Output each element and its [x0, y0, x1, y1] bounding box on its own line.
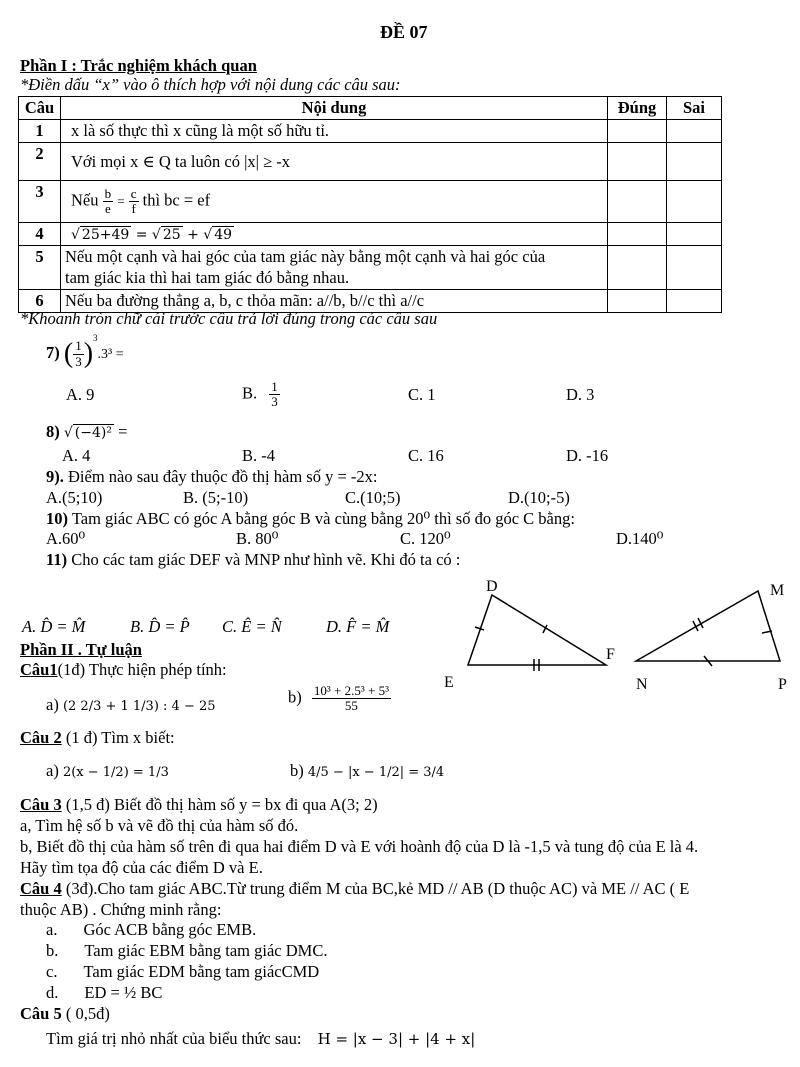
true-cell[interactable]: [608, 290, 667, 313]
label-e: E: [444, 674, 454, 691]
true-false-table: [18, 96, 722, 313]
q11-option-c[interactable]: C. Ê = N̂: [222, 617, 282, 636]
cau2-a: a) 2(x − 1/2) = 1/3: [46, 761, 169, 780]
question-10: 10) Tam giác ABC có góc A bằng góc B và cùng bằng 20⁰ thì số đo góc C bằng:: [46, 509, 575, 528]
false-cell[interactable]: [667, 223, 722, 246]
false-cell[interactable]: [667, 181, 722, 223]
cau-3: Câu 3 (1,5 đ) Biết đồ thị hàm số y = bx đi qua A(3; 2): [20, 795, 378, 814]
q7-option-d[interactable]: D. 3: [566, 385, 595, 404]
cau-1: Câu1(1đ) Thực hiện phép tính:: [20, 660, 227, 679]
part2-heading: Phần II . Tự luận: [20, 640, 142, 659]
then-text: thì bc = ef: [142, 190, 211, 210]
question-11: 11) Cho các tam giác DEF và MNP như hình vẽ. Khi đó ta có :: [46, 550, 461, 569]
q11-option-d[interactable]: D. F̂ = M̂: [326, 617, 390, 636]
cau-2: Câu 2 (1 đ) Tìm x biết:: [20, 728, 175, 747]
cau1-b: b) $\frac{\text{10³ + 2.5³ + 5³}}{55}$: [288, 683, 389, 714]
label-m: M: [770, 582, 785, 599]
fraction-c-f: $\frac{c}{f}$: [130, 185, 137, 216]
header-true: Đúng: [608, 97, 667, 120]
cau4-item-d: d. ED = ½ BC: [46, 983, 163, 1002]
table-row: [19, 181, 722, 223]
header-no: Câu: [19, 97, 61, 120]
part1-instruction: *Điền dấu “x” vào ô thích hợp với nội dung các câu sau:: [20, 75, 401, 94]
table-row: [19, 143, 722, 181]
q7-option-a[interactable]: A. 9: [66, 385, 95, 404]
q8-option-c[interactable]: C. 16: [408, 446, 444, 465]
row-no: 1: [19, 120, 61, 143]
q10-option-d[interactable]: D.140⁰: [616, 529, 664, 548]
row-no: 2: [19, 143, 61, 181]
row-text: Với mọi x ∈ Q ta luôn có |x| ≥ -x: [61, 143, 608, 181]
cau4-line2: thuộc AB) . Chứng minh rằng:: [20, 900, 222, 919]
row-no: 6: [19, 290, 61, 313]
if-text: Nếu: [71, 190, 99, 210]
q9-option-c[interactable]: C.(10;5): [345, 488, 401, 507]
fraction-b-e: $\frac{b}{e}$: [104, 185, 112, 216]
q9-option-b[interactable]: B. (5;-10): [183, 488, 249, 507]
q11-option-b[interactable]: B. D̂ = P̂: [130, 617, 190, 636]
triangles-figure: [440, 575, 800, 695]
false-cell[interactable]: [667, 246, 722, 290]
q9-option-d[interactable]: D.(10;-5): [508, 488, 570, 507]
row-text: √ 25+49 = √ 25 + √ 49: [61, 223, 608, 246]
true-cell[interactable]: [608, 120, 667, 143]
cau4-item-c: c. Tam giác EDM bằng tam giácCMD: [46, 962, 320, 981]
label-d: D: [486, 578, 498, 595]
q10-option-a[interactable]: A.60⁰: [46, 529, 86, 548]
row-no: 3: [19, 181, 61, 223]
cau3-b-line1: b, Biết đồ thị của hàm số trên đi qua hai điểm D và E với hoành độ của D là -1,5 và tung độ của E là 4.: [20, 837, 699, 856]
table-row: [19, 223, 722, 246]
cau2-b: b) 4/5 − |x − 1/2| = 3/4: [290, 761, 445, 780]
false-cell[interactable]: [667, 290, 722, 313]
row-text: x là số thực thì x cũng là một số hữu tỉ.: [61, 120, 608, 143]
cau3-b-line2: Hãy tìm tọa độ của các điểm D và E.: [20, 858, 263, 877]
false-cell[interactable]: [667, 120, 722, 143]
triangle-mnp: [636, 591, 780, 661]
triangle-def: [468, 595, 606, 665]
cau1-a: a) (2 2/3 + 1 1/3) : 4 − 25: [46, 695, 216, 714]
true-cell[interactable]: [608, 143, 667, 181]
false-cell[interactable]: [667, 143, 722, 181]
label-p: P: [778, 676, 787, 693]
q11-option-a[interactable]: A. D̂ = M̂: [22, 617, 86, 636]
header-false: Sai: [667, 97, 722, 120]
cau3-a: a, Tìm hệ số b và vẽ đồ thị của hàm số đó.: [20, 816, 299, 835]
true-cell[interactable]: [608, 223, 667, 246]
q10-option-b[interactable]: B. 80⁰: [236, 529, 279, 548]
q9-option-a[interactable]: A.(5;10): [46, 488, 103, 507]
cau-5: Câu 5 ( 0,5đ): [20, 1004, 110, 1023]
table-row: [19, 246, 722, 290]
question-9: 9). Điểm nào sau đây thuộc đồ thị hàm số y = -2x:: [46, 467, 378, 486]
label-f: F: [606, 646, 615, 663]
question-7: 7) ( $\frac{1}{3}$ )$^3$.3³ =: [46, 333, 124, 369]
question-8: 8) √ (−4)² =: [46, 422, 128, 441]
true-cell[interactable]: [608, 181, 667, 223]
q7-option-c[interactable]: C. 1: [408, 385, 436, 404]
q8-option-a[interactable]: A. 4: [62, 446, 91, 465]
header-content: Nội dung: [61, 97, 608, 120]
table-header: [19, 97, 722, 120]
q7-option-b[interactable]: B. $\frac{1}{3}$: [242, 379, 278, 410]
row-text: Nếu ba đường thẳng a, b, c thỏa mãn: a//b, b//c thì a//c: [61, 290, 608, 313]
true-cell[interactable]: [608, 246, 667, 290]
cau5-expression: H = |x − 3| + |4 + x|: [317, 1030, 476, 1048]
cau-4: Câu 4 (3đ).Cho tam giác ABC.Từ trung điểm M của BC,kẻ MD // AB (D thuộc AC) và ME // AC ( E: [20, 879, 690, 898]
page-title: ĐỀ 07: [380, 22, 428, 42]
row-text: Nếu một cạnh và hai góc của tam giác này bằng một cạnh và hai góc của tam giác kia thì hai tam giác đó bằng nhau.: [61, 246, 608, 290]
q10-option-c[interactable]: C. 120⁰: [400, 529, 451, 548]
row-text: Nếu $\frac{b}{e}$ = $\frac{c}{f}$ thì bc = ef: [61, 181, 608, 223]
part1-heading: Phần I : Trắc nghiệm khách quan: [20, 56, 257, 75]
q8-option-b[interactable]: B. -4: [242, 446, 275, 465]
row-no: 5: [19, 246, 61, 290]
row-no: 4: [19, 223, 61, 246]
cau4-item-a: a. Góc ACB bằng góc EMB.: [46, 920, 257, 939]
cau5-text: Tìm giá trị nhỏ nhất của biểu thức sau: H = |x − 3| + |4 + x|: [46, 1029, 476, 1048]
part1-instruction2: *Khoanh tròn chữ cái trước câu trả lời đúng trong các câu sau: [20, 309, 438, 328]
cau4-item-b: b. Tam giác EBM bằng tam giác DMC.: [46, 941, 328, 960]
q8-option-d[interactable]: D. -16: [566, 446, 609, 465]
table-row: [19, 120, 722, 143]
label-n: N: [636, 676, 648, 693]
